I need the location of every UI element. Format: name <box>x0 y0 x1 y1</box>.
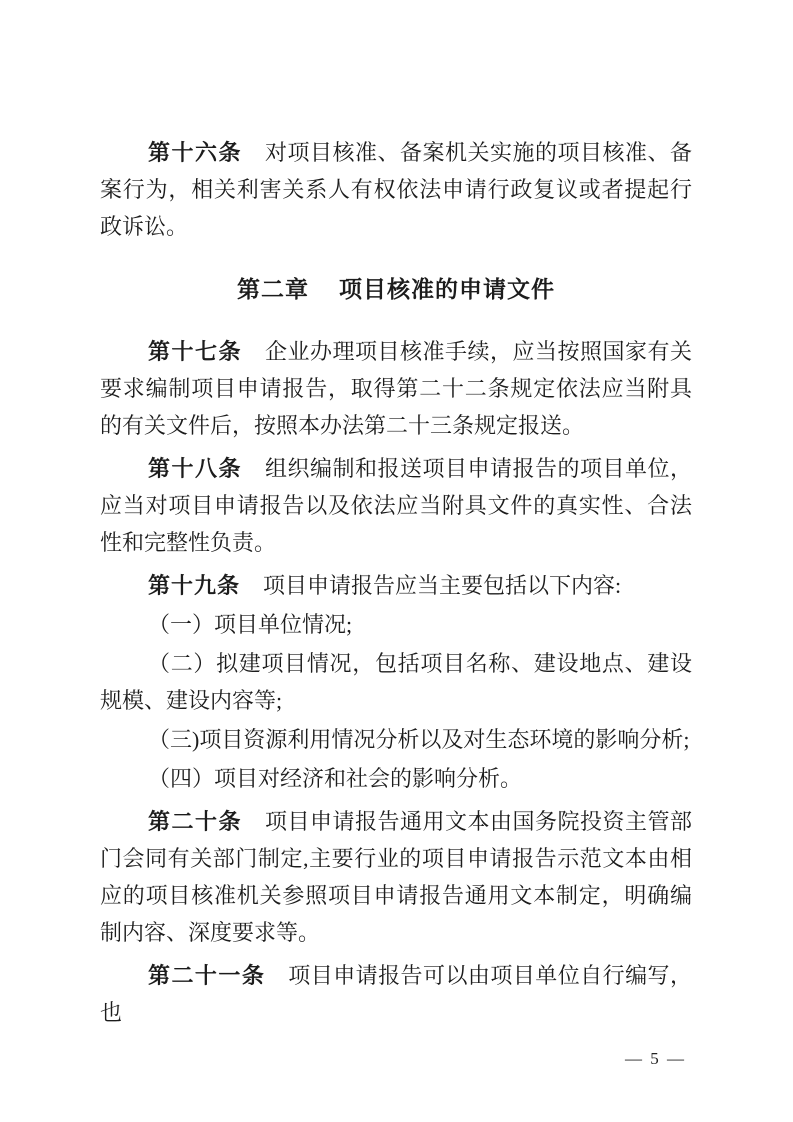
article-18-number: 第十八条 <box>148 456 242 481</box>
article-18-paragraph <box>100 450 692 561</box>
article-20-paragraph <box>100 803 692 951</box>
article-18-text: 组织编制和报送项目申请报告的项目单位，应当对项目申请报告以及依法应当附具文件的真实性、合法性和完整性负责。 <box>100 456 692 555</box>
article-19-item-3-text: （三)项目资源利用情况分析以及对生态环境的影响分析; <box>148 727 690 752</box>
chapter-number: 第二章 <box>237 276 309 302</box>
article-19-item-1-text: （一）项目单位情况; <box>148 612 353 637</box>
article-21-text: 项目申请报告可以由项目单位自行编写，也 <box>100 963 692 1025</box>
article-17-paragraph <box>100 333 692 444</box>
article-17-text: 企业办理项目核准手续，应当按照国家有关要求编制项目申请报告，取得第二十二条规定依法应当附具的有关文件后，按照本办法第二十三条规定报送。 <box>100 339 692 438</box>
article-19-item-2 <box>100 645 692 719</box>
article-16-number: 第十六条 <box>148 140 242 165</box>
article-20-number: 第二十条 <box>148 809 242 834</box>
article-19-number: 第十九条 <box>148 573 241 598</box>
article-19-item-1 <box>100 606 692 643</box>
chapter-title: 项目核准的申请文件 <box>339 276 555 302</box>
article-16-paragraph <box>100 134 692 245</box>
chapter-heading <box>100 271 692 308</box>
article-19-item-4-text: （四）项目对经济和社会的影响分析。 <box>148 766 523 791</box>
article-21-paragraph <box>100 957 692 1031</box>
article-19-paragraph <box>100 567 692 604</box>
article-19-item-3 <box>100 721 692 758</box>
page-number: — 5 — <box>625 1049 686 1068</box>
article-19-item-2-text: （二）拟建项目情况，包括项目名称、建设地点、建设规模、建设内容等; <box>100 651 692 713</box>
document-body <box>100 134 692 1077</box>
article-21-number: 第二十一条 <box>148 963 266 988</box>
article-17-number: 第十七条 <box>148 339 242 364</box>
article-20-text: 项目申请报告通用文本由国务院投资主管部门会同有关部门制定,主要行业的项目申请报告示范文本由相应的项目核准机关参照项目申请报告通用文本制定，明确编制内容、深度要求等。 <box>100 809 692 945</box>
article-19-item-4 <box>100 760 692 797</box>
article-19-text: 项目申请报告应当主要包括以下内容: <box>263 573 622 598</box>
article-16-text: 对项目核准、备案机关实施的项目核准、备案行为，相关利害关系人有权依法申请行政复议或者提起行政诉讼。 <box>100 140 692 239</box>
